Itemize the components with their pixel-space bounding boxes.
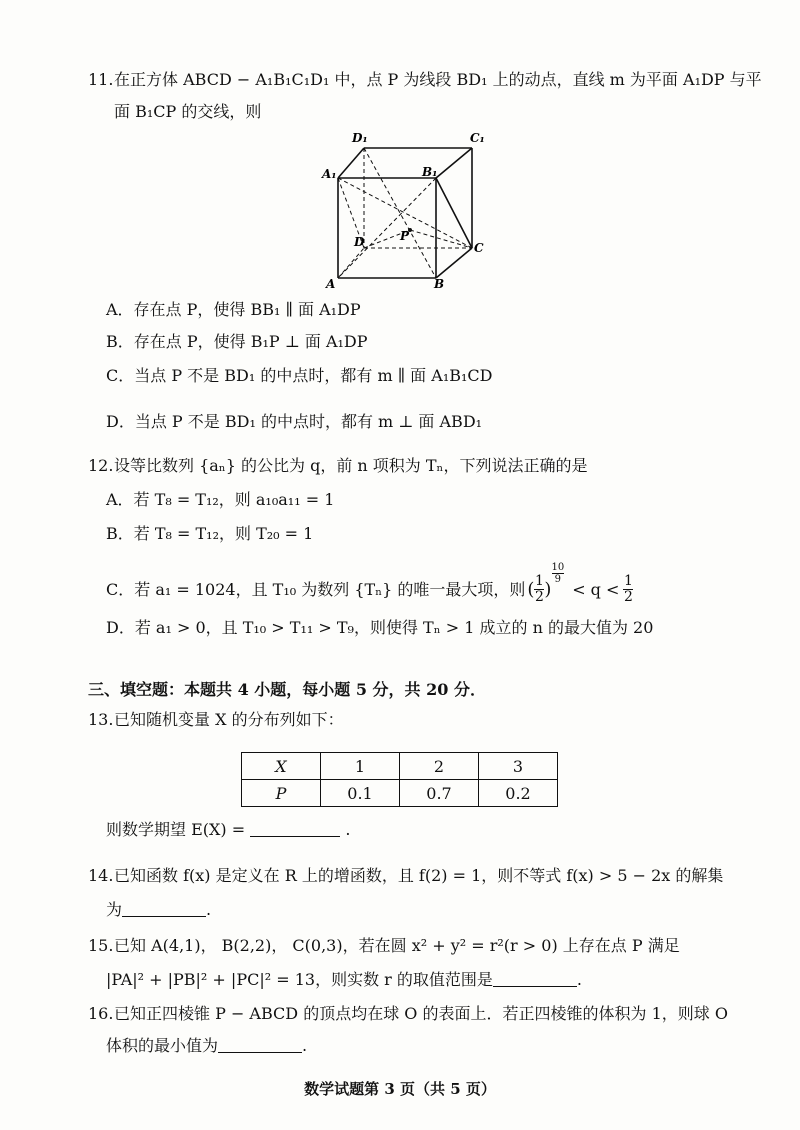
diag-b1a bbox=[338, 178, 436, 278]
table-cell: P bbox=[242, 780, 321, 807]
q12-option-d: D．若 a₁ > 0，且 T₁₀ > T₁₁ > T₉，则使得 Tₙ > 1 成立的 n 的最大值为 20 bbox=[106, 618, 654, 637]
end-num: 1 bbox=[623, 573, 633, 589]
q14-line2-prefix: 为 bbox=[106, 900, 123, 919]
q15-stem-line1: 已知 A(4,1)， B(2,2)， C(0,3)，若在圆 x² + y² = r²(r > 0) 上存在点 P 满足 bbox=[114, 936, 680, 955]
label-d1: D₁ bbox=[352, 131, 368, 145]
q13-stem: 已知随机变量 X 的分布列如下： bbox=[114, 710, 344, 729]
frac-den: 2 bbox=[534, 589, 544, 605]
q15-line2-suffix: . bbox=[576, 970, 582, 989]
q12-stem: 设等比数列 {aₙ} 的公比为 q，前 n 项积为 Tₙ，下列说法正确的是 bbox=[114, 456, 588, 475]
q11-number: 11. bbox=[88, 70, 114, 89]
q15-line2 bbox=[106, 968, 582, 992]
q12-option-a: A．若 T₈ = T₁₂，则 a₁₀a₁₁ = 1 bbox=[106, 490, 335, 509]
q13-number: 13. bbox=[88, 710, 114, 729]
q11-stem-line2: 面 B₁CP 的交线，则 bbox=[114, 102, 262, 121]
q13-line bbox=[88, 708, 344, 732]
label-c: C bbox=[474, 241, 484, 255]
q16-line2 bbox=[106, 1034, 307, 1058]
q14-line1 bbox=[88, 864, 723, 888]
q15-line1 bbox=[88, 934, 680, 958]
seg-pc bbox=[410, 230, 472, 248]
table-cell: X bbox=[242, 753, 321, 780]
q11-option-b: B．存在点 P，使得 B₁P ⊥ 面 A₁DP bbox=[106, 332, 368, 351]
q12-frac-end bbox=[623, 574, 633, 605]
q11-option-a: A．存在点 P，使得 BB₁ ∥ 面 A₁DP bbox=[106, 300, 361, 319]
q11-option-c: C．当点 P 不是 BD₁ 的中点时，都有 m ∥ 面 A₁B₁CD bbox=[106, 366, 493, 385]
q15-line2-prefix: |PA|² + |PB|² + |PC|² = 13，则实数 r 的取值范围是 bbox=[106, 970, 493, 989]
q15-number: 15. bbox=[88, 936, 114, 955]
q15-answer-blank[interactable] bbox=[493, 970, 577, 987]
label-a: A bbox=[326, 277, 336, 291]
label-p: P bbox=[400, 229, 410, 243]
cube-figure bbox=[318, 128, 498, 292]
table-cell: 1 bbox=[321, 753, 400, 780]
q16-line1 bbox=[88, 1002, 728, 1026]
q12-option-b: B．若 T₈ = T₁₂，则 T₂₀ = 1 bbox=[106, 524, 314, 543]
label-a1: A₁ bbox=[322, 167, 337, 181]
table-row bbox=[242, 753, 558, 780]
q14-stem-line1: 已知函数 f(x) 是定义在 R 上的增函数，且 f(2) = 1，则不等式 f(x) > 5 − 2x 的解集 bbox=[114, 866, 724, 885]
table-cell: 0.2 bbox=[479, 780, 558, 807]
q12-option-c-power: ( 1 2 ) 10 9 bbox=[527, 562, 565, 605]
q14-number: 14. bbox=[88, 866, 114, 885]
q13-answer-blank[interactable] bbox=[250, 820, 340, 837]
edge-b1c1 bbox=[436, 148, 472, 178]
q12-option-c bbox=[106, 562, 633, 605]
page-footer: 数学试题第 3 页（共 5 页） bbox=[304, 1080, 496, 1098]
table-cell: 3 bbox=[479, 753, 558, 780]
frac-num: 1 bbox=[534, 573, 544, 589]
table-cell: 0.7 bbox=[400, 780, 479, 807]
table-cell: 2 bbox=[400, 753, 479, 780]
q12-option-c-prefix: C．若 a₁ = 1024，且 T₁₀ 为数列 {Tₙ} 的唯一最大项，则 bbox=[106, 579, 526, 599]
q14-answer-blank[interactable] bbox=[122, 900, 206, 917]
table-row bbox=[242, 780, 558, 807]
q16-answer-blank[interactable] bbox=[218, 1036, 302, 1053]
label-b1: B₁ bbox=[422, 165, 438, 179]
q16-number: 16. bbox=[88, 1004, 114, 1023]
q11-line1 bbox=[88, 68, 762, 92]
diag-b1c bbox=[436, 178, 472, 248]
label-d: D bbox=[354, 235, 365, 249]
q16-stem-line1: 已知正四棱锥 P − ABCD 的顶点均在球 O 的表面上．若正四棱锥的体积为 1，则球 O bbox=[114, 1004, 728, 1023]
label-c1: C₁ bbox=[470, 131, 485, 145]
q12-exponent bbox=[551, 562, 564, 585]
exp-den: 9 bbox=[554, 574, 561, 585]
q16-line2-suffix: . bbox=[302, 1036, 308, 1055]
section-3-heading: 三、填空题：本题共 4 小题，每小题 5 分，共 20 分． bbox=[88, 680, 486, 699]
end-den: 2 bbox=[623, 589, 633, 605]
q12-frac-half bbox=[534, 574, 544, 605]
q16-line2-prefix: 体积的最小值为 bbox=[106, 1036, 219, 1055]
q12-number: 12. bbox=[88, 456, 114, 475]
exp-num: 10 bbox=[551, 562, 565, 573]
q11-stem-line1: 在正方体 ABCD − A₁B₁C₁D₁ 中，点 P 为线段 BD₁ 上的动点，直线 m 为平面 A₁DP 与平 bbox=[114, 70, 762, 89]
q13-answer-line bbox=[106, 818, 350, 842]
distribution-table bbox=[241, 752, 558, 807]
label-b: B bbox=[434, 277, 445, 291]
q11-option-d: D．当点 P 不是 BD₁ 的中点时，都有 m ⊥ 面 ABD₁ bbox=[106, 412, 483, 431]
q14-line2-suffix: . bbox=[206, 900, 212, 919]
q14-line2 bbox=[106, 898, 211, 922]
q13-answer-prefix: 则数学期望 E(X) = bbox=[106, 820, 246, 839]
edge-a1d1 bbox=[338, 148, 364, 178]
q12-option-c-mid: < q < bbox=[572, 579, 620, 599]
edge-bc bbox=[436, 248, 472, 278]
table-cell: 0.1 bbox=[321, 780, 400, 807]
q12-line bbox=[88, 454, 587, 478]
q13-answer-suffix: . bbox=[345, 820, 351, 839]
